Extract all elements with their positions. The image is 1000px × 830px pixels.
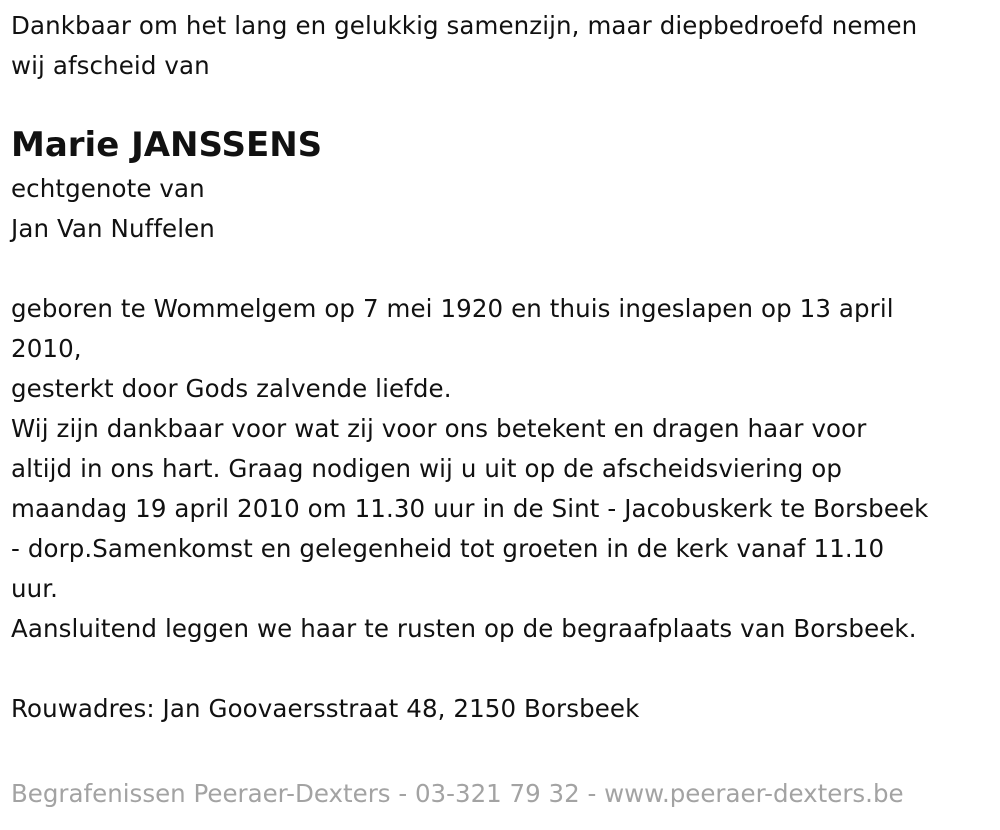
mourning-address: Rouwadres: Jan Goovaersstraat 48, 2150 Borsbeek: [11, 694, 640, 723]
body-line: altijd in ons hart. Graag nodigen wij u uit op de afscheidsviering op: [11, 454, 842, 483]
intro-line-1: Dankbaar om het lang en gelukkig samenzijn, maar diepbedroefd nemen: [11, 11, 918, 40]
spacer: [11, 249, 991, 289]
relation-line-1: echtgenote van: [11, 174, 205, 203]
body-line: uur.: [11, 574, 59, 603]
intro-line-2: wij afscheid van: [11, 51, 210, 80]
obituary-notice: [11, 6, 991, 729]
body-line: maandag 19 april 2010 om 11.30 uur in de Sint - Jacobuskerk te Borsbeek: [11, 494, 929, 523]
body-line: geboren te Wommelgem op 7 mei 1920 en thuis ingeslapen op 13 april: [11, 294, 894, 323]
relation-line-2: Jan Van Nuffelen: [11, 214, 215, 243]
body-line: 2010,: [11, 334, 82, 363]
spacer: [11, 649, 991, 689]
body-line: - dorp.Samenkomst en gelegenheid tot groeten in de kerk vanaf 11.10: [11, 534, 885, 563]
body-line: gesterkt door Gods zalvende liefde.: [11, 374, 452, 403]
funeral-home-footer: Begrafenissen Peeraer-Dexters - 03-321 79 32 - www.peeraer-dexters.be: [11, 779, 904, 808]
body-line: Wij zijn dankbaar voor wat zij voor ons betekent en dragen haar voor: [11, 414, 867, 443]
deceased-name: Marie JANSSENS: [11, 125, 323, 165]
body-line: Aansluitend leggen we haar te rusten op de begraafplaats van Borsbeek.: [11, 614, 917, 643]
